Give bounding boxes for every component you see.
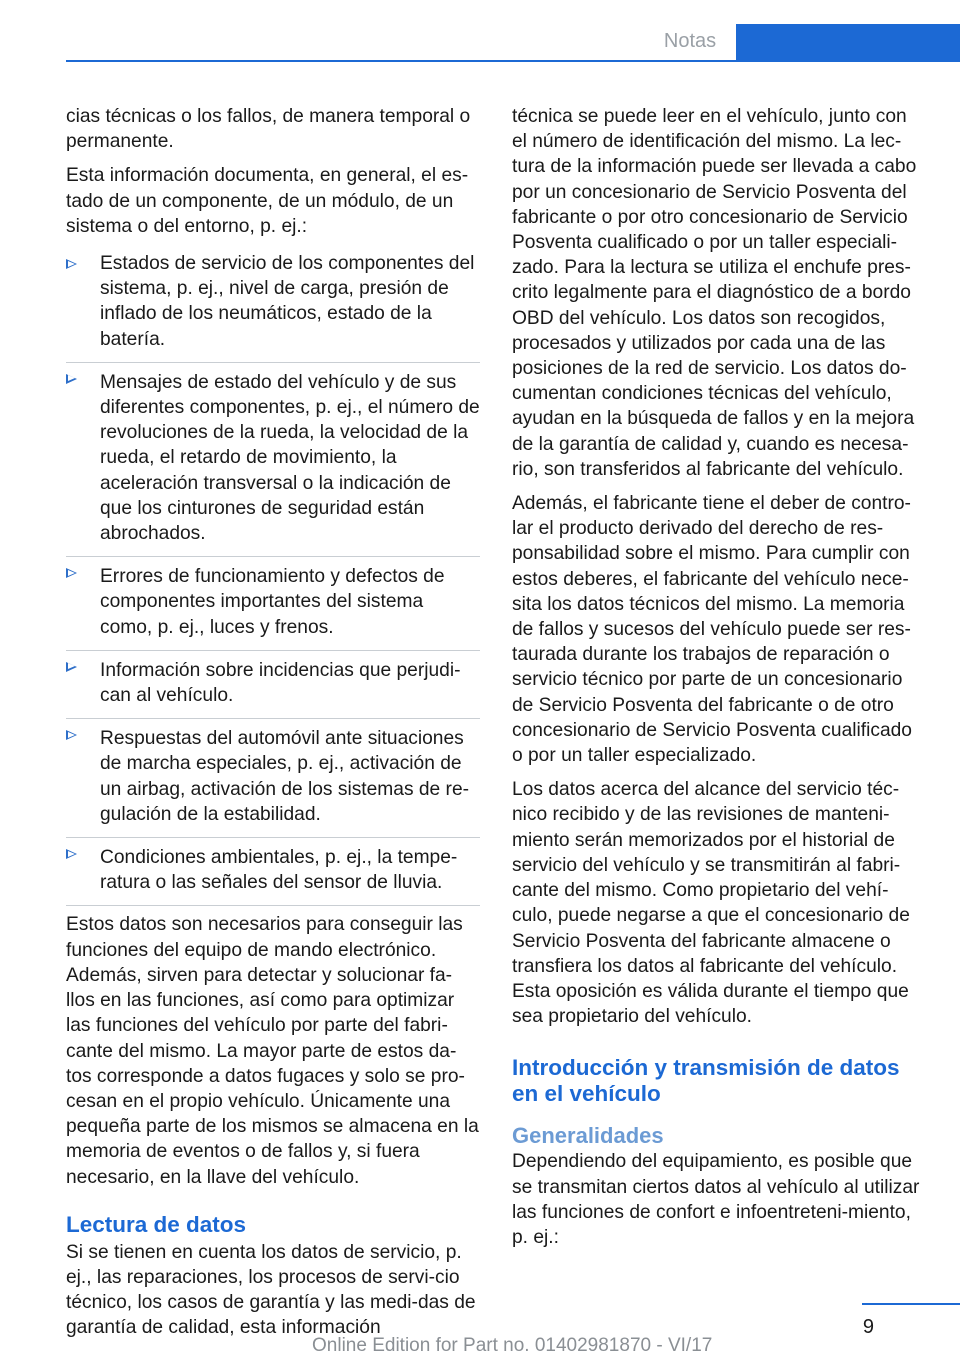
paragraph: técnica se puede leer en el vehículo, junto con el número de identificación del mismo. La lec‐tura de la información puede ser llevada a cabo por un concesionario de Servicio Posventa del fabricante o por otro concesionario de Servicio Posventa cualificado o por un taller especiali‐zado. Para la lectura se utiliza el enchufe pres‐crito legalmente para el diagnóstico de a bordo OBD del vehículo. Los datos son recogidos, procesados y utilizados por cada una de las posiciones de la red de servicio. Los datos do‐cumentan condiciones técnicas del vehículo, ayudan en la búsqueda de fallos y en la mejora de la garantía de calidad y, cuando es necesa‐rio, son transferidos al fabricante del vehículo. [512, 106, 917, 480]
triangle-bullet-icon [66, 259, 77, 269]
page-number: 9 [862, 1316, 874, 1338]
list-item [66, 651, 480, 719]
section-heading: Introducción y transmisión de datos en el vehículo [512, 1055, 900, 1107]
list-item [66, 838, 480, 906]
list-item-text: Estados de servicio de los componentes del sistema, p. ej., nivel de carga, presión de inflado de los neumáticos, estado de la batería. [100, 253, 475, 350]
list-item-text: Información sobre incidencias que perjudi‐can al vehículo. [100, 659, 461, 707]
list-item-text: Mensajes de estado del vehículo y de sus diferentes componentes, p. ej., el número de revoluciones de la rueda, la velocidad de la rueda, el retardo de movimiento, la aceleración transversal o la indicación de que los cinturones de seguridad están abrochados. [100, 371, 480, 545]
list-item [66, 248, 480, 363]
footer-rule [862, 1303, 960, 1305]
paragraph: Dependiendo del equipamiento, es posible que se transmitan ciertos datos al vehículo al utilizar las funciones de confort e infoentreteni‐miento, p. ej.: [512, 1151, 920, 1248]
list-item-text: Condiciones ambientales, p. ej., la tempe‐ratura o las señales del sensor de lluvia. [100, 847, 458, 894]
paragraph: cias técnicas o los fallos, de manera temporal o permanente. [66, 106, 471, 153]
paragraph: Además, el fabricante tiene el deber de contro‐lar el producto derivado del derecho de res‐ponsabilidad sobre el mismo. Para cumplir con estos deberes, el fabricante del vehículo nece‐sita los datos técnicos del mismo. La memoria de fallos y sucesos del vehículo puede ser res‐taurada durante los trabajos de reparación o servicio técnico por parte de un concesionario de Servicio Posventa del fabricante o de otro concesionario de Servicio Posventa cualificado o por un taller especializado. [512, 493, 912, 767]
subsection-heading: Generalidades [512, 1123, 664, 1149]
triangle-bullet-icon [66, 568, 77, 578]
left-column [66, 104, 480, 1350]
list-item [66, 557, 480, 651]
list-item-text: Respuestas del automóvil ante situaciones de marcha especiales, p. ej., activación de un airbag, activación de los sistemas de re‐gulación de la estabilidad. [100, 728, 470, 825]
bullet-list [66, 248, 480, 906]
right-column [512, 104, 926, 1259]
paragraph: Si se tienen en cuenta los datos de servicio, p. ej., las reparaciones, los procesos de servi‐cio técnico, los casos de garantía y las medi‐das de garantía de calidad, esta información [66, 1241, 476, 1339]
list-item [66, 719, 480, 838]
triangle-bullet-icon [66, 374, 77, 384]
list-item-text: Errores de funcionamiento y defectos de componentes importantes del sistema como, p. ej., luces y frenos. [100, 566, 445, 638]
header-section-title: Notas [663, 30, 717, 52]
triangle-bullet-icon [66, 662, 77, 672]
triangle-bullet-icon [66, 849, 77, 859]
header-rule [66, 60, 960, 62]
footer-edition-text: Online Edition for Part no. 01402981870 - VI/17 [312, 1335, 713, 1356]
paragraph: Estos datos son necesarios para conseguir las funciones del equipo de mando electrónico. Además, sirven para detectar y solucionar fa‐llos en las funciones, así como para optimizar las funciones del vehículo por parte del fabri‐cante del mismo. La mayor parte de estos da‐tos corresponde a datos fugaces y solo se pro‐cesan en el propio vehículo. Únicamente una pequeña parte de los mismos se almacena en la memoria de eventos o de fallos y, si fuera necesario, en la llave del vehículo. [66, 914, 479, 1188]
list-item [66, 363, 480, 557]
paragraph: Los datos acerca del alcance del servicio téc‐nico recibido y de las revisiones de manteni‐miento serán memorizados por el historial de servicio del vehículo y se transmitirán al fabri‐cante del mismo. Como propietario del vehí‐culo, puede negarse a que el concesionario de Servicio Posventa del fabricante almacene o transfiera los datos al fabricante del vehículo. Esta oposición es válida durante el tiempo que sea propietario del vehículo. [512, 779, 910, 1028]
triangle-bullet-icon [66, 730, 77, 740]
header-accent-block [736, 24, 960, 60]
paragraph: Esta información documenta, en general, el es‐tado de un componente, de un módulo, de un sistema o del entorno, p. ej.: [66, 165, 469, 237]
section-heading: Lectura de datos [66, 1211, 247, 1237]
